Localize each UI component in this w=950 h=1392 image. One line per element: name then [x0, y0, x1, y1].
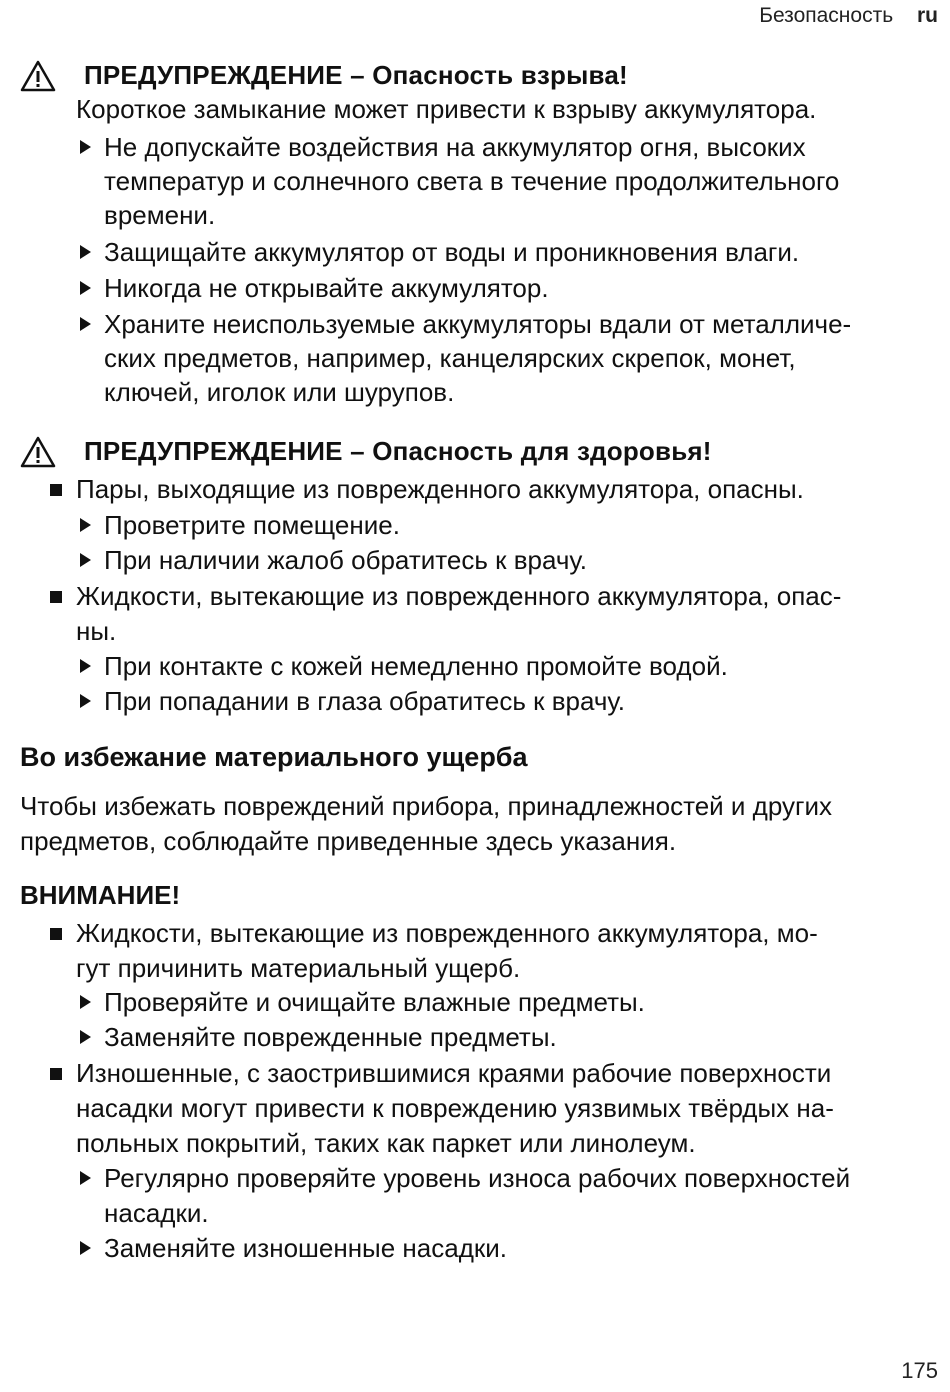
bullet-line: ны.	[76, 616, 117, 646]
paragraph-line: Чтобы избежать повреждений прибора, принадлежностей и других	[20, 791, 833, 821]
arrow-bullet-icon	[80, 245, 91, 259]
square-bullet-icon	[50, 484, 62, 496]
bullet-line: польных покрытий, таких как паркет или линолеум.	[76, 1128, 696, 1158]
warning-explosion-title	[20, 60, 940, 94]
arrow-bullet-icon	[80, 1171, 91, 1185]
section-heading: Во избежание материального ущерба	[20, 742, 528, 772]
instruction-line: Защищайте аккумулятор от воды и проникновения влаги.	[104, 237, 800, 267]
warning-title-text: ПРЕДУПРЕЖДЕНИЕ – Опасность взрыва!	[84, 60, 628, 90]
warning-health-title	[20, 436, 940, 470]
instruction-line: ключей, иголок или шурупов.	[104, 377, 455, 407]
instruction-line: Заменяйте поврежденные предметы.	[104, 1022, 557, 1052]
arrow-bullet-icon	[80, 1241, 91, 1255]
instruction-line: насадки.	[104, 1198, 209, 1228]
arrow-bullet-icon	[80, 317, 91, 331]
instruction-line: Регулярно проверяйте уровень износа рабочих поверхностей	[104, 1163, 851, 1193]
square-bullet-icon	[50, 928, 62, 940]
square-bullet-icon	[50, 591, 62, 603]
instruction-line: Не допускайте воздействия на аккумулятор огня, высоких	[104, 132, 806, 162]
language-code: ru	[917, 4, 938, 27]
bullet-line: Жидкости, вытекающие из поврежденного аккумулятора, опас-	[76, 581, 842, 611]
instruction-line: времени.	[104, 200, 216, 230]
bullet-line: насадки могут привести к повреждению уязвимых твёрдых на-	[76, 1093, 834, 1123]
arrow-bullet-icon	[80, 995, 91, 1009]
bullet-line: Жидкости, вытекающие из поврежденного аккумулятора, мо-	[76, 918, 818, 948]
arrow-bullet-icon	[80, 659, 91, 673]
paragraph-line: предметов, соблюдайте приведенные здесь указания.	[20, 826, 677, 856]
bullet-line: гут причинить материальный ущерб.	[76, 953, 521, 983]
instruction-line: Храните неиспользуемые аккумуляторы вдали от металличе-	[104, 309, 852, 339]
page-number: 175	[901, 1358, 938, 1383]
instruction-line: температур и солнечного света в течение продолжительного	[104, 166, 840, 196]
instruction-line: При попадании в глаза обратитесь к врачу.	[104, 686, 626, 716]
bullet-line: Пары, выходящие из поврежденного аккумулятора, опасны.	[76, 474, 804, 504]
arrow-bullet-icon	[80, 140, 91, 154]
instruction-line: При контакте с кожей немедленно промойте водой.	[104, 651, 728, 681]
arrow-bullet-icon	[80, 694, 91, 708]
warning-triangle-icon	[20, 60, 56, 92]
warning-intro: Короткое замыкание может привести к взрыву аккумулятора.	[76, 94, 817, 124]
warning-title-text: ПРЕДУПРЕЖДЕНИЕ – Опасность для здоровья!	[84, 436, 712, 466]
attention-heading: ВНИМАНИЕ!	[20, 880, 181, 910]
instruction-line: Проветрите помещение.	[104, 510, 400, 540]
instruction-line: Заменяйте изношенные насадки.	[104, 1233, 507, 1263]
instruction-line: При наличии жалоб обратитесь к врачу.	[104, 545, 588, 575]
arrow-bullet-icon	[80, 518, 91, 532]
square-bullet-icon	[50, 1068, 62, 1080]
arrow-bullet-icon	[80, 281, 91, 295]
arrow-bullet-icon	[80, 1030, 91, 1044]
bullet-line: Изношенные, с заострившимися краями рабочие поверхности	[76, 1058, 832, 1088]
instruction-line: Проверяйте и очищайте влажные предметы.	[104, 987, 645, 1017]
section-name: Безопасность	[759, 4, 894, 27]
page-header	[759, 4, 938, 28]
warning-triangle-icon	[20, 436, 56, 468]
arrow-bullet-icon	[80, 553, 91, 567]
instruction-line: Никогда не открывайте аккумулятор.	[104, 273, 549, 303]
instruction-line: ских предметов, например, канцелярских скрепок, монет,	[104, 343, 796, 373]
